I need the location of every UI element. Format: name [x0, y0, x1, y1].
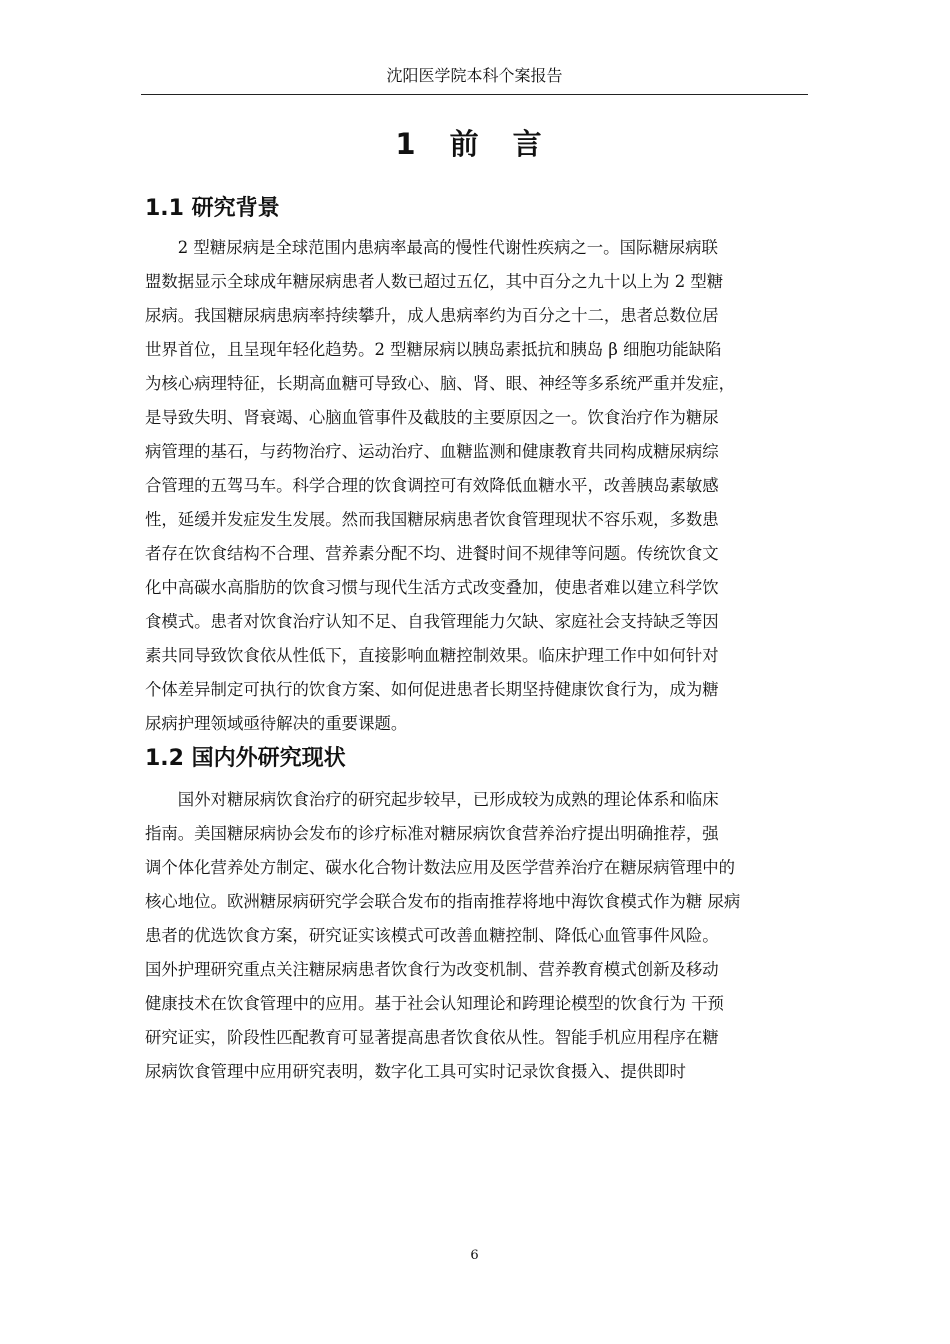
header-rule [141, 94, 808, 95]
text-line: 核心地位。欧洲糖尿病研究学会联合发布的指南推荐将地中海饮食模式作为糖 尿病 [145, 892, 741, 911]
text-line: 患者的优选饮食方案，研究证实该模式可改善血糖控制、降低心血管事件风险。 [145, 926, 719, 945]
text-line: 尿病。我国糖尿病患病率持续攀升，成人患病率约为百分之十二，患者总数位居 [145, 306, 719, 325]
page-number: 6 [470, 1248, 479, 1263]
text-line: 个体差异制定可执行的饮食方案、如何促进患者长期坚持健康饮食行为，成为糖 [145, 680, 719, 699]
text-line: 素共同导致饮食依从性低下，直接影响血糖控制效果。临床护理工作中如何针对 [145, 646, 719, 665]
text-line: 尿病饮食管理中应用研究表明，数字化工具可实时记录饮食摄入、提供即时 [145, 1062, 686, 1081]
text-line: 病管理的基石，与药物治疗、运动治疗、血糖监测和健康教育共同构成糖尿病综 [145, 442, 719, 461]
text-line: 国外对糖尿病饮食治疗的研究起步较早，已形成较为成熟的理论体系和临床 [145, 790, 719, 809]
text-line: 合管理的五驾马车。科学合理的饮食调控可有效降低血糖水平，改善胰岛素敏感 [145, 476, 719, 495]
running-header: 沈阳医学院本科个案报告 [386, 66, 563, 85]
text-line: 2 型糖尿病是全球范围内患病率最高的慢性代谢性疾病之一。国际糖尿病联 [145, 238, 718, 257]
text-line: 世界首位，且呈现年轻化趋势。2 型糖尿病以胰岛素抵抗和胰岛 β 细胞功能缺陷 [145, 340, 722, 359]
paragraph-research-status [145, 783, 808, 1089]
text-line: 尿病护理领域亟待解决的重要课题。 [145, 714, 408, 733]
text-line: 为核心病理特征，长期高血糖可导致心、脑、肾、眼、神经等多系统严重并发症， [145, 374, 736, 393]
text-line: 国外护理研究重点关注糖尿病患者饮食行为改变机制、营养教育模式创新及移动 [145, 960, 719, 979]
section-heading-background: 1.1 研究背景 [145, 196, 280, 221]
paragraph-background [145, 231, 808, 741]
text-line: 健康技术在饮食管理中的应用。基于社会认知理论和跨理论模型的饮食行为 干预 [145, 994, 724, 1013]
text-line: 食模式。患者对饮食治疗认知不足、自我管理能力欠缺、家庭社会支持缺乏等因 [145, 612, 719, 631]
text-line: 调个体化营养处方制定、碳水化合物计数法应用及医学营养治疗在糖尿病管理中的 [145, 858, 736, 877]
text-line: 盟数据显示全球成年糖尿病患者人数已超过五亿，其中百分之九十以上为 2 型糖 [145, 272, 724, 291]
text-line: 化中高碳水高脂肪的饮食习惯与现代生活方式改变叠加，使患者难以建立科学饮 [145, 578, 719, 597]
text-line: 指南。美国糖尿病协会发布的诊疗标准对糖尿病饮食营养治疗提出明确推荐，强 [145, 824, 719, 843]
section-heading-research-status: 1.2 国内外研究现状 [145, 746, 346, 771]
chapter-title: 1 前 言 [395, 127, 554, 161]
text-line: 研究证实，阶段性匹配教育可显著提高患者饮食依从性。智能手机应用程序在糖 [145, 1028, 719, 1047]
text-line: 是导致失明、肾衰竭、心脑血管事件及截肢的主要原因之一。饮食治疗作为糖尿 [145, 408, 719, 427]
text-line: 者存在饮食结构不合理、营养素分配不均、进餐时间不规律等问题。传统饮食文 [145, 544, 719, 563]
text-line: 性，延缓并发症发生发展。然而我国糖尿病患者饮食管理现状不容乐观，多数患 [145, 510, 719, 529]
